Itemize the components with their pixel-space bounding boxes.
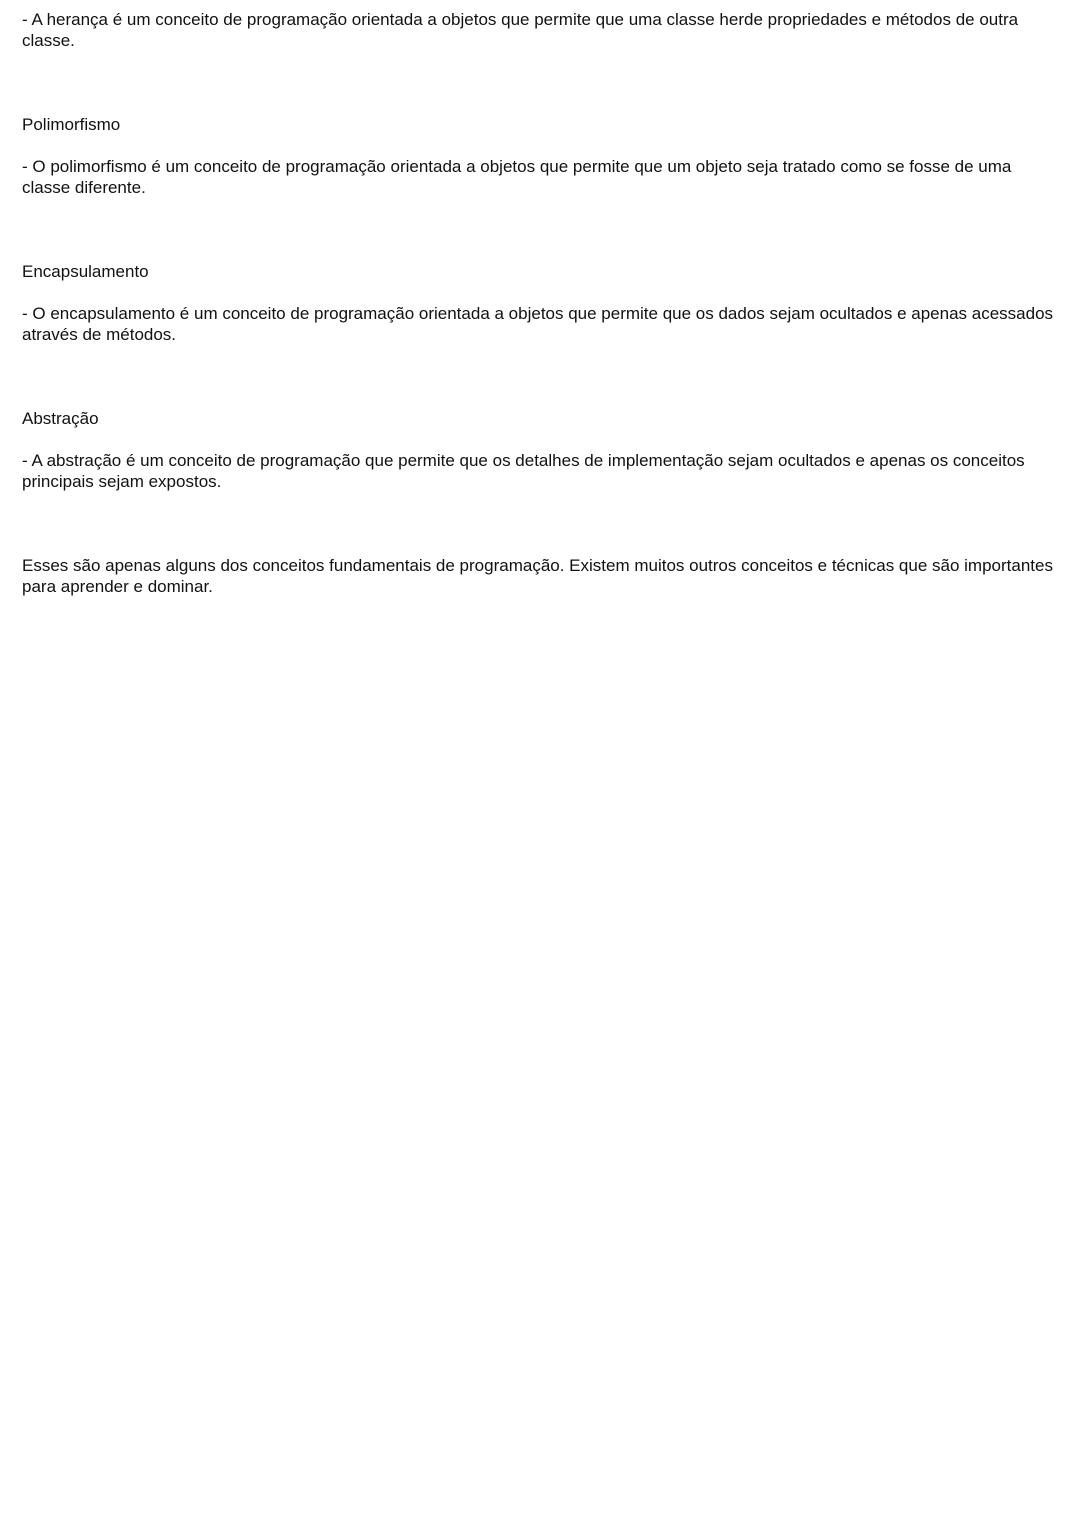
polimorfismo-paragraph: - O polimorfismo é um conceito de programação orientada a objetos que permite que um objeto seja tratado como se fosse de uma classe diferente.	[22, 157, 1012, 197]
polimorfismo-heading: Polimorfismo	[22, 115, 121, 134]
abstracao-heading: Abstração	[22, 409, 99, 428]
document-body	[22, 9, 1058, 597]
encapsulamento-heading: Encapsulamento	[22, 262, 149, 281]
abstracao-paragraph: - A abstração é um conceito de programação que permite que os detalhes de implementação sejam ocultados e apenas os conceitos principais sejam expostos.	[22, 451, 1025, 491]
heranca-paragraph: - A herança é um conceito de programação orientada a objetos que permite que uma classe herde propriedades e métodos de outra classe.	[22, 10, 1019, 50]
encapsulamento-paragraph: - O encapsulamento é um conceito de programação orientada a objetos que permite que os dados sejam ocultados e apenas acessados através de métodos.	[22, 304, 1054, 344]
conclusion-paragraph: Esses são apenas alguns dos conceitos fundamentais de programação. Existem muitos outros conceitos e técnicas que são importantes para aprender e dominar.	[22, 556, 1053, 596]
